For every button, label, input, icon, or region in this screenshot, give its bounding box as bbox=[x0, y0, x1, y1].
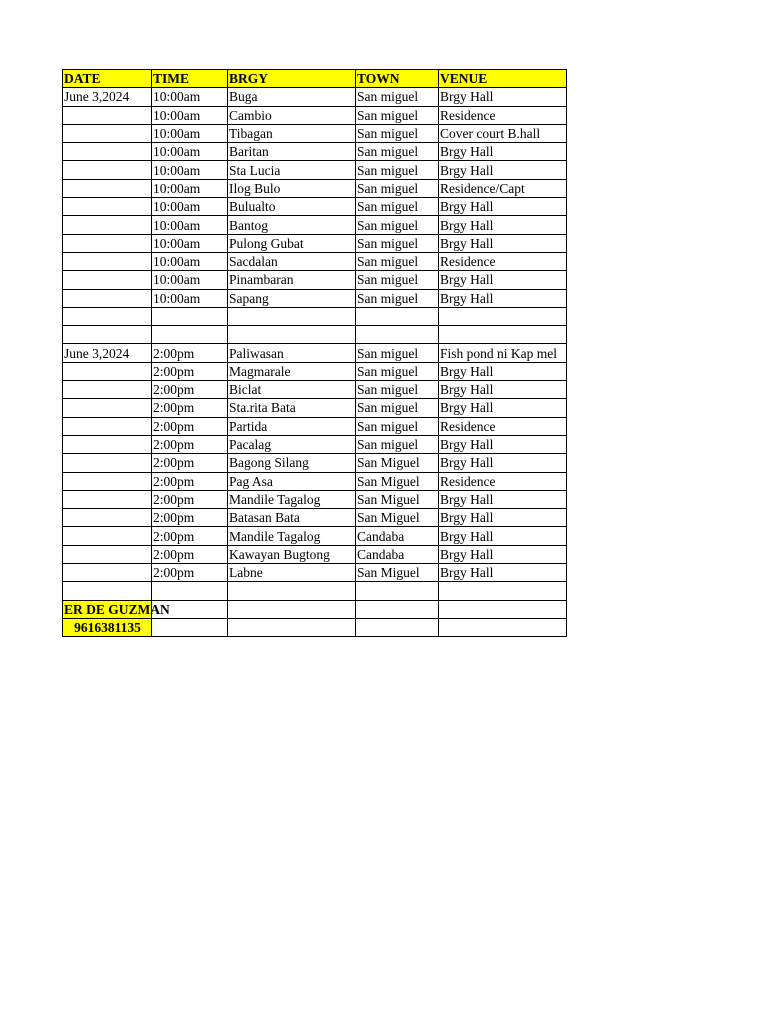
cell-venue[interactable]: Brgy Hall bbox=[439, 143, 567, 161]
header-cell-date[interactable]: DATE bbox=[63, 70, 152, 88]
cell-time[interactable]: 10:00am bbox=[152, 252, 228, 270]
table-row bbox=[63, 289, 567, 307]
cell-brgy[interactable] bbox=[228, 307, 356, 325]
cell-town[interactable]: San miguel bbox=[356, 417, 439, 435]
cell-brgy[interactable]: Paliwasan bbox=[228, 344, 356, 362]
cell-town[interactable]: San miguel bbox=[356, 179, 439, 197]
cell-venue[interactable]: Residence bbox=[439, 472, 567, 490]
cell-brgy[interactable]: Pinambaran bbox=[228, 271, 356, 289]
cell-brgy[interactable]: Bulualto bbox=[228, 198, 356, 216]
cell-time[interactable]: 2:00pm bbox=[152, 527, 228, 545]
cell-time[interactable]: 2:00pm bbox=[152, 381, 228, 399]
table-row bbox=[63, 179, 567, 197]
cell-town[interactable]: San miguel bbox=[356, 216, 439, 234]
cell-town[interactable]: San miguel bbox=[356, 381, 439, 399]
table-row bbox=[63, 88, 567, 106]
cell-brgy[interactable] bbox=[228, 582, 356, 600]
cell-date[interactable]: June 3,2024 bbox=[63, 88, 152, 106]
cell-brgy[interactable]: Bantog bbox=[228, 216, 356, 234]
contact-name: ER DE GUZMAN bbox=[64, 601, 170, 617]
cell-town[interactable]: San miguel bbox=[356, 106, 439, 124]
cell-venue[interactable]: Cover court B.hall bbox=[439, 124, 567, 142]
cell-town[interactable]: San miguel bbox=[356, 252, 439, 270]
cell-venue[interactable]: Brgy Hall bbox=[439, 399, 567, 417]
cell-time[interactable]: 2:00pm bbox=[152, 362, 228, 380]
cell-brgy[interactable]: Cambio bbox=[228, 106, 356, 124]
cell-date[interactable] bbox=[63, 216, 152, 234]
cell-brgy[interactable]: Mandile Tagalog bbox=[228, 490, 356, 508]
cell-time[interactable]: 2:00pm bbox=[152, 545, 228, 563]
cell-brgy[interactable]: Biclat bbox=[228, 381, 356, 399]
cell-town[interactable]: San Miguel bbox=[356, 454, 439, 472]
header-cell-time[interactable]: TIME bbox=[152, 70, 228, 88]
cell-venue[interactable]: Residence bbox=[439, 417, 567, 435]
cell-venue[interactable]: Brgy Hall bbox=[439, 564, 567, 582]
cell-brgy[interactable]: Bagong Silang bbox=[228, 454, 356, 472]
cell-empty[interactable] bbox=[356, 618, 439, 636]
cell-town[interactable]: San miguel bbox=[356, 271, 439, 289]
cell-town[interactable]: San Miguel bbox=[356, 472, 439, 490]
cell-date[interactable] bbox=[63, 271, 152, 289]
cell-time[interactable]: 10:00am bbox=[152, 234, 228, 252]
cell-date[interactable] bbox=[63, 307, 152, 325]
cell-date[interactable] bbox=[63, 179, 152, 197]
cell-venue[interactable]: Brgy Hall bbox=[439, 527, 567, 545]
cell-empty[interactable] bbox=[439, 600, 567, 618]
cell-venue[interactable]: Residence bbox=[439, 106, 567, 124]
cell-date[interactable] bbox=[63, 417, 152, 435]
table-row bbox=[63, 362, 567, 380]
table-row bbox=[63, 417, 567, 435]
cell-date[interactable] bbox=[63, 326, 152, 344]
cell-town[interactable]: San Miguel bbox=[356, 490, 439, 508]
table-row bbox=[63, 124, 567, 142]
cell-venue[interactable]: Fish pond ni Kap mel bbox=[439, 344, 567, 362]
table-row bbox=[63, 344, 567, 362]
cell-time[interactable]: 2:00pm bbox=[152, 564, 228, 582]
cell-date[interactable] bbox=[63, 545, 152, 563]
cell-time[interactable]: 10:00am bbox=[152, 124, 228, 142]
cell-brgy[interactable]: Sta.rita Bata bbox=[228, 399, 356, 417]
cell-time[interactable]: 10:00am bbox=[152, 198, 228, 216]
cell-time[interactable]: 10:00am bbox=[152, 161, 228, 179]
table-row bbox=[63, 472, 567, 490]
header-cell-venue[interactable]: VENUE bbox=[439, 70, 567, 88]
cell-town[interactable]: San miguel bbox=[356, 399, 439, 417]
table-row bbox=[63, 198, 567, 216]
cell-town[interactable] bbox=[356, 582, 439, 600]
cell-town[interactable]: San miguel bbox=[356, 344, 439, 362]
cell-date[interactable] bbox=[63, 252, 152, 270]
cell-venue[interactable] bbox=[439, 307, 567, 325]
cell-brgy[interactable]: Pulong Gubat bbox=[228, 234, 356, 252]
table-row bbox=[63, 454, 567, 472]
cell-empty[interactable] bbox=[439, 618, 567, 636]
cell-town[interactable]: San miguel bbox=[356, 124, 439, 142]
cell-brgy[interactable]: Pacalag bbox=[228, 435, 356, 453]
table-row bbox=[63, 564, 567, 582]
cell-brgy[interactable]: Batasan Bata bbox=[228, 509, 356, 527]
cell-brgy[interactable] bbox=[228, 326, 356, 344]
cell-town[interactable] bbox=[356, 307, 439, 325]
cell-date[interactable] bbox=[63, 582, 152, 600]
cell-date[interactable] bbox=[63, 564, 152, 582]
table-row bbox=[63, 399, 567, 417]
cell-town[interactable]: San miguel bbox=[356, 143, 439, 161]
table-row bbox=[63, 234, 567, 252]
cell-brgy[interactable]: Partida bbox=[228, 417, 356, 435]
table-row bbox=[63, 545, 567, 563]
cell-brgy[interactable]: Baritan bbox=[228, 143, 356, 161]
cell-time[interactable]: 2:00pm bbox=[152, 435, 228, 453]
schedule-table bbox=[62, 69, 567, 637]
cell-date[interactable] bbox=[63, 435, 152, 453]
cell-time[interactable]: 10:00am bbox=[152, 88, 228, 106]
cell-time[interactable]: 2:00pm bbox=[152, 472, 228, 490]
cell-date[interactable] bbox=[63, 527, 152, 545]
cell-venue[interactable]: Brgy Hall bbox=[439, 454, 567, 472]
cell-date[interactable] bbox=[63, 106, 152, 124]
cell-time[interactable]: 10:00am bbox=[152, 289, 228, 307]
cell-venue[interactable]: Brgy Hall bbox=[439, 490, 567, 508]
cell-venue[interactable]: Brgy Hall bbox=[439, 362, 567, 380]
header-cell-town[interactable]: TOWN bbox=[356, 70, 439, 88]
cell-time[interactable] bbox=[152, 307, 228, 325]
cell-brgy[interactable]: Sapang bbox=[228, 289, 356, 307]
cell-empty[interactable] bbox=[228, 618, 356, 636]
table-row bbox=[63, 143, 567, 161]
cell-brgy[interactable]: Tibagan bbox=[228, 124, 356, 142]
cell-town[interactable]: San Miguel bbox=[356, 564, 439, 582]
cell-town[interactable]: San Miguel bbox=[356, 509, 439, 527]
cell-town[interactable]: San miguel bbox=[356, 289, 439, 307]
cell-date[interactable] bbox=[63, 381, 152, 399]
cell-brgy[interactable]: Magmarale bbox=[228, 362, 356, 380]
contact-name-cell[interactable] bbox=[63, 600, 170, 618]
cell-town[interactable]: San miguel bbox=[356, 435, 439, 453]
table-row bbox=[63, 326, 567, 344]
cell-date[interactable] bbox=[63, 490, 152, 508]
cell-date[interactable] bbox=[63, 454, 152, 472]
cell-date[interactable] bbox=[63, 362, 152, 380]
cell-brgy[interactable]: Labne bbox=[228, 564, 356, 582]
cell-date[interactable]: June 3,2024 bbox=[63, 344, 152, 362]
header-cell-brgy[interactable]: BRGY bbox=[228, 70, 356, 88]
cell-time[interactable]: 2:00pm bbox=[152, 490, 228, 508]
cell-time[interactable]: 2:00pm bbox=[152, 454, 228, 472]
table-row bbox=[63, 161, 567, 179]
cell-venue[interactable] bbox=[439, 326, 567, 344]
table-row bbox=[63, 582, 567, 600]
cell-venue[interactable]: Brgy Hall bbox=[439, 216, 567, 234]
cell-venue[interactable]: Brgy Hall bbox=[439, 234, 567, 252]
cell-time[interactable]: 2:00pm bbox=[152, 417, 228, 435]
cell-brgy[interactable]: Kawayan Bugtong bbox=[228, 545, 356, 563]
cell-time[interactable]: 2:00pm bbox=[152, 509, 228, 527]
table-row bbox=[63, 490, 567, 508]
cell-venue[interactable]: Brgy Hall bbox=[439, 435, 567, 453]
cell-town[interactable]: San miguel bbox=[356, 88, 439, 106]
cell-venue[interactable]: Brgy Hall bbox=[439, 509, 567, 527]
cell-venue[interactable]: Brgy Hall bbox=[439, 198, 567, 216]
cell-venue[interactable]: Brgy Hall bbox=[439, 271, 567, 289]
cell-venue[interactable]: Brgy Hall bbox=[439, 545, 567, 563]
cell-venue[interactable]: Brgy Hall bbox=[439, 289, 567, 307]
cell-time[interactable]: 2:00pm bbox=[152, 399, 228, 417]
cell-time[interactable]: 10:00am bbox=[152, 271, 228, 289]
table-row bbox=[63, 509, 567, 527]
cell-empty[interactable] bbox=[152, 618, 228, 636]
cell-brgy[interactable]: Sacdalan bbox=[228, 252, 356, 270]
cell-time[interactable]: 10:00am bbox=[152, 179, 228, 197]
cell-town[interactable]: Candaba bbox=[356, 527, 439, 545]
cell-brgy[interactable]: Pag Asa bbox=[228, 472, 356, 490]
cell-date[interactable] bbox=[63, 161, 152, 179]
contact-phone: 9616381135 bbox=[74, 620, 141, 636]
cell-date[interactable] bbox=[63, 198, 152, 216]
cell-brgy[interactable]: Ilog Bulo bbox=[228, 179, 356, 197]
cell-town[interactable]: San miguel bbox=[356, 161, 439, 179]
cell-brgy[interactable]: Mandile Tagalog bbox=[228, 527, 356, 545]
cell-venue[interactable] bbox=[439, 582, 567, 600]
contact-phone-row bbox=[63, 618, 567, 636]
contact-phone-cell[interactable] bbox=[63, 618, 152, 636]
cell-time[interactable]: 10:00am bbox=[152, 106, 228, 124]
cell-date[interactable] bbox=[63, 124, 152, 142]
cell-time[interactable] bbox=[152, 582, 228, 600]
table-row bbox=[63, 216, 567, 234]
cell-town[interactable]: Candaba bbox=[356, 545, 439, 563]
table-row bbox=[63, 271, 567, 289]
cell-date[interactable] bbox=[63, 143, 152, 161]
cell-town[interactable]: San miguel bbox=[356, 234, 439, 252]
cell-date[interactable] bbox=[63, 399, 152, 417]
cell-time[interactable]: 2:00pm bbox=[152, 344, 228, 362]
cell-venue[interactable]: Residence bbox=[439, 252, 567, 270]
contact-name-row bbox=[63, 600, 567, 618]
table-row bbox=[63, 381, 567, 399]
cell-date[interactable] bbox=[63, 472, 152, 490]
cell-town[interactable] bbox=[356, 326, 439, 344]
cell-venue[interactable]: Brgy Hall bbox=[439, 161, 567, 179]
header-row bbox=[63, 70, 567, 88]
cell-venue[interactable]: Brgy Hall bbox=[439, 381, 567, 399]
cell-time[interactable] bbox=[152, 326, 228, 344]
cell-venue[interactable]: Residence/Capt bbox=[439, 179, 567, 197]
cell-town[interactable]: San miguel bbox=[356, 362, 439, 380]
table-row bbox=[63, 527, 567, 545]
cell-brgy[interactable]: Sta Lucia bbox=[228, 161, 356, 179]
cell-empty[interactable] bbox=[356, 600, 439, 618]
cell-town[interactable]: San miguel bbox=[356, 198, 439, 216]
cell-venue[interactable]: Brgy Hall bbox=[439, 88, 567, 106]
cell-time[interactable]: 10:00am bbox=[152, 143, 228, 161]
cell-empty[interactable] bbox=[228, 600, 356, 618]
cell-date[interactable] bbox=[63, 509, 152, 527]
table-row bbox=[63, 106, 567, 124]
cell-brgy[interactable]: Buga bbox=[228, 88, 356, 106]
cell-date[interactable] bbox=[63, 289, 152, 307]
cell-date[interactable] bbox=[63, 234, 152, 252]
table-row bbox=[63, 307, 567, 325]
table-row bbox=[63, 252, 567, 270]
table-row bbox=[63, 435, 567, 453]
cell-time[interactable]: 10:00am bbox=[152, 216, 228, 234]
